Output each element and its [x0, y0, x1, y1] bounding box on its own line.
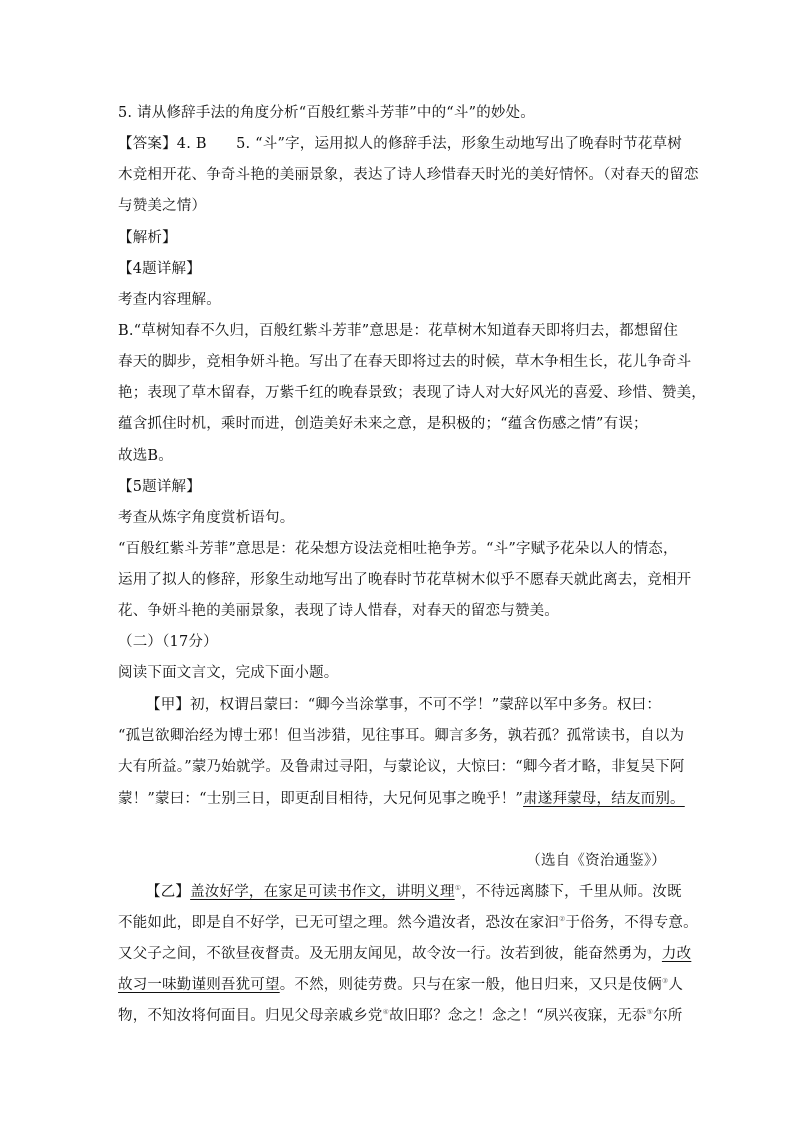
footnote-marker-5: ⑤ — [646, 1008, 654, 1017]
jia-line-4-text: 蒙！”蒙曰：“士别三日，即更刮目相待，大兄何见事之晚乎！” — [118, 791, 524, 807]
q4-detail-heading: 【4题详解】 — [118, 261, 201, 277]
underlined-sentence-yi-2-end: 故习一味勤谨则吾犹可望 — [118, 977, 280, 993]
source-citation: （选自《资治通鉴》） — [526, 853, 666, 869]
footnote-marker-1: ① — [454, 884, 462, 893]
footnote-marker-3: ③ — [661, 977, 669, 986]
passage-jia-line-3: 大有所益。”蒙乃始就学。及鲁肃过寻阳，与蒙论议，大惊曰：“卿今者才略，非复吴下阿 — [118, 759, 685, 775]
q5-detail-heading: 【5题详解】 — [118, 479, 201, 495]
yi-line-4-rest: 人 — [668, 977, 684, 993]
yi-line-5-rest: 尔所 — [653, 1008, 683, 1024]
yi-line-1-rest: ，不待远离膝下，千里从师。汝既 — [461, 884, 682, 900]
yi-line-2-text: 不能如此，即是自不好学，已无可望之理。然今遣汝者，恐汝在家汩 — [118, 915, 559, 931]
footnote-marker-2: ② — [559, 915, 566, 924]
yi-line-2-rest: 于俗务，不得专意。 — [565, 915, 698, 931]
analysis-heading: 【解析】 — [118, 230, 177, 246]
footnote-marker-4: ④ — [382, 1008, 390, 1017]
question-5: 5. 请从修辞手法的角度分析“百般红紫斗芳菲”中的“斗”的妙处。 — [118, 105, 535, 121]
yi-line-4-text: 。不然，则徒劳费。只与在家一般，他日归来，又只是伎俩 — [279, 977, 662, 993]
answer-line-2: 木竞相开花、争奇斗艳的美丽景象，表达了诗人珍惜春天时光的美好情怀。（对春天的留恋 — [118, 167, 699, 183]
q4-detail-line-4: 艳；表现了草木留春，万紫千红的晚春景致；表现了诗人对大好风光的喜爱、珍惜、赞美， — [118, 385, 706, 401]
q4-detail-line-1: 考查内容理解。 — [118, 292, 221, 308]
answer-line-3: 与赞美之情） — [118, 198, 207, 214]
yi-line-5-text: 物，不知汝将何面目。归见父母亲戚乡党 — [118, 1008, 383, 1024]
yi-label: 【乙】 — [146, 884, 191, 900]
q4-conclusion: 故选B。 — [118, 448, 173, 464]
passage-yi-line-5 — [118, 1006, 683, 1026]
underlined-sentence-jia: 肃遂拜蒙母，结友而别。 — [523, 791, 685, 807]
passage-yi-line-3 — [118, 944, 691, 964]
q5-detail-line-2: “百般红紫斗芳菲”意思是：花朵想方设法竞相吐艳争芳。“斗”字赋予花朵以人的情态， — [118, 541, 678, 557]
yi-line-5-mid: 故旧耶？念之！念之！“夙兴夜寐，无忝 — [389, 1008, 647, 1024]
passage-jia-line-2: “孤岂欲卿治经为博士邪！但当涉猎，见往事耳。卿言多务，孰若孤？孤常读书，自以为 — [118, 728, 685, 744]
q4-detail-line-3: 春天的脚步，竞相争妍斗艳。写出了在春天即将过去的时候，草木争相生长，花儿争奇斗 — [118, 354, 692, 370]
passage-jia-line-4 — [118, 789, 685, 809]
passage-yi-line-2 — [118, 913, 698, 933]
yi-line-3-text: 又父子之间，不欲昼夜督责。及无朋友闻见，故令汝一行。汝若到彼，能奋然勇为， — [118, 946, 662, 962]
q4-detail-line-2: B.“草树知春不久归，百般红紫斗芳菲”意思是：花草树木知道春天即将归去，都想留住 — [118, 323, 679, 339]
q5-detail-line-3: 运用了拟人的修辞，形象生动地写出了晚春时节花草树木似乎不愿春天就此离去，竞相开 — [118, 572, 692, 588]
passage-yi-line-4 — [118, 975, 683, 995]
q5-detail-line-1: 考查从炼字角度赏析语句。 — [118, 510, 295, 526]
passage-yi-line-1 — [146, 882, 682, 902]
underlined-sentence-yi-2-start: 力改 — [661, 946, 692, 962]
underlined-sentence-yi-1: 盖汝好学，在家足可读书作文，讲明义理 — [190, 884, 455, 900]
q5-detail-line-4: 花、争妍斗艳的美丽景象，表现了诗人惜春，对春天的留恋与赞美。 — [118, 603, 559, 619]
reading-instruction: 阅读下面文言文，完成下面小题。 — [118, 665, 339, 681]
q4-detail-line-5: 蕴含抓住时机，乘时而进，创造美好未来之意，是积极的；“蕴含伤感之情”有误； — [118, 416, 648, 432]
section-2-heading: （二）（17分） — [118, 634, 218, 650]
answer-line-1: 【答案】4. B 5. “斗”字，运用拟人的修辞手法，形象生动地写出了晚春时节花草树 — [118, 136, 682, 152]
passage-jia-line-1: 【甲】初，权谓吕蒙曰：“卿今当涂掌事，不可不学！”蒙辞以军中多务。权曰： — [146, 697, 662, 713]
